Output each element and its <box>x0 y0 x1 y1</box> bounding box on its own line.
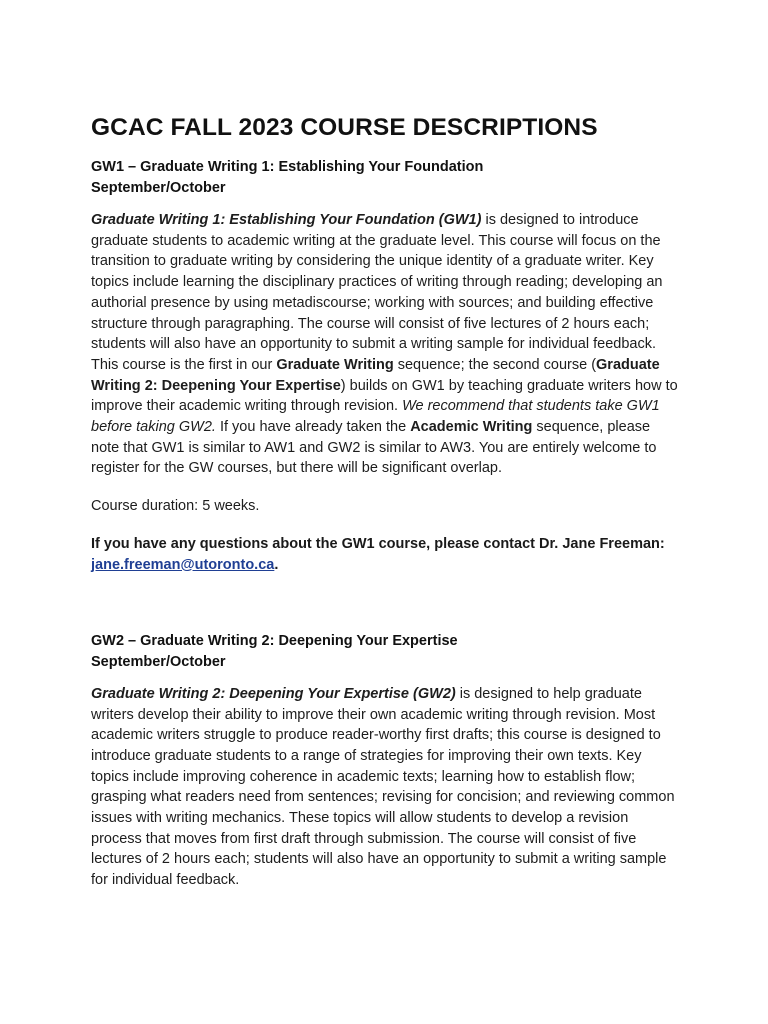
gw1-sequence-name: Graduate Writing <box>276 356 394 373</box>
gw2-text-1: is designed to help graduate writers develop their ability to improve their own academic writing through revision. Most academic writers struggle to produce reader-worthy first drafts; this course is designed to introduce graduate students to a range of strategies for improving their own texts. Key topics include improving coherence in academic texts; learning how to establish flow; grasping what readers need from sentences; revising for concision; and reviewing common issues with writing mechanics. These topics will allow students to develop a revision process that moves from first draft through submission. The course will consist of five lectures of 2 hours each; students will also have an opportunity to submit a writing sample for individual feedback. <box>91 685 675 889</box>
gw1-recommendation: We recommend that students take GW1 before taking GW2. <box>91 398 660 436</box>
gw2-term: September/October <box>91 653 226 670</box>
gw1-text-2: sequence; the second course ( <box>393 356 597 373</box>
page-title: GCAC FALL 2023 COURSE DESCRIPTIONS <box>91 114 598 141</box>
gw1-text-3: ) builds on GW1 by teaching graduate writers how to improve their academic writing through revision. <box>91 377 678 415</box>
gw1-heading: GW1 – Graduate Writing 1: Establishing Your Foundation <box>91 159 484 175</box>
gw1-text-1: is designed to introduce graduate students to academic writing at the graduate level. This course will focus on the transition to graduate writing by considering the unique identity of a graduate writer. Key topics include learning the disciplinary practices of writing through reading; developing an authorial presence by using metadiscourse; working with sources; and building effective structure through paragraphing. The course will consist of five lectures of 2 hours each; students will also have an opportunity to submit a writing sample for individual feedback. This course is the first in our <box>91 212 663 373</box>
gw1-contact-text: If you have any questions about the GW1 course, please contact Dr. Jane Freeman: <box>91 535 665 552</box>
gw1-contact-email-link[interactable]: jane.freeman@utoronto.ca <box>91 556 275 573</box>
gw2-heading: GW2 – Graduate Writing 2: Deepening Your Expertise <box>91 632 458 649</box>
gw1-text-4: If you have already taken the <box>215 419 411 436</box>
gw1-contact <box>91 534 682 576</box>
gw1-text-5: sequence, please note that GW1 is similar to AW1 and GW2 is similar to AW3. You are entirely welcome to register for the GW courses, but there will be significant overlap. <box>91 419 657 477</box>
gw1-term: September/October <box>91 180 226 196</box>
gw2-course-name: Graduate Writing 2: Deepening Your Expertise (GW2) <box>91 685 456 702</box>
gw1-duration: Course duration: 5 weeks. <box>91 498 260 515</box>
gw1-course-name: Graduate Writing 1: Establishing Your Foundation (GW1) <box>91 212 482 228</box>
gw1-contact-end: . <box>274 556 279 573</box>
gw1-description <box>91 210 682 479</box>
gw1-aw-sequence: Academic Writing <box>410 419 533 436</box>
gw2-description <box>91 684 682 891</box>
gw2-section <box>91 631 682 891</box>
gw1-second-course: Graduate Writing 2: Deepening Your Expertise <box>91 356 660 394</box>
gw1-section <box>91 157 682 576</box>
